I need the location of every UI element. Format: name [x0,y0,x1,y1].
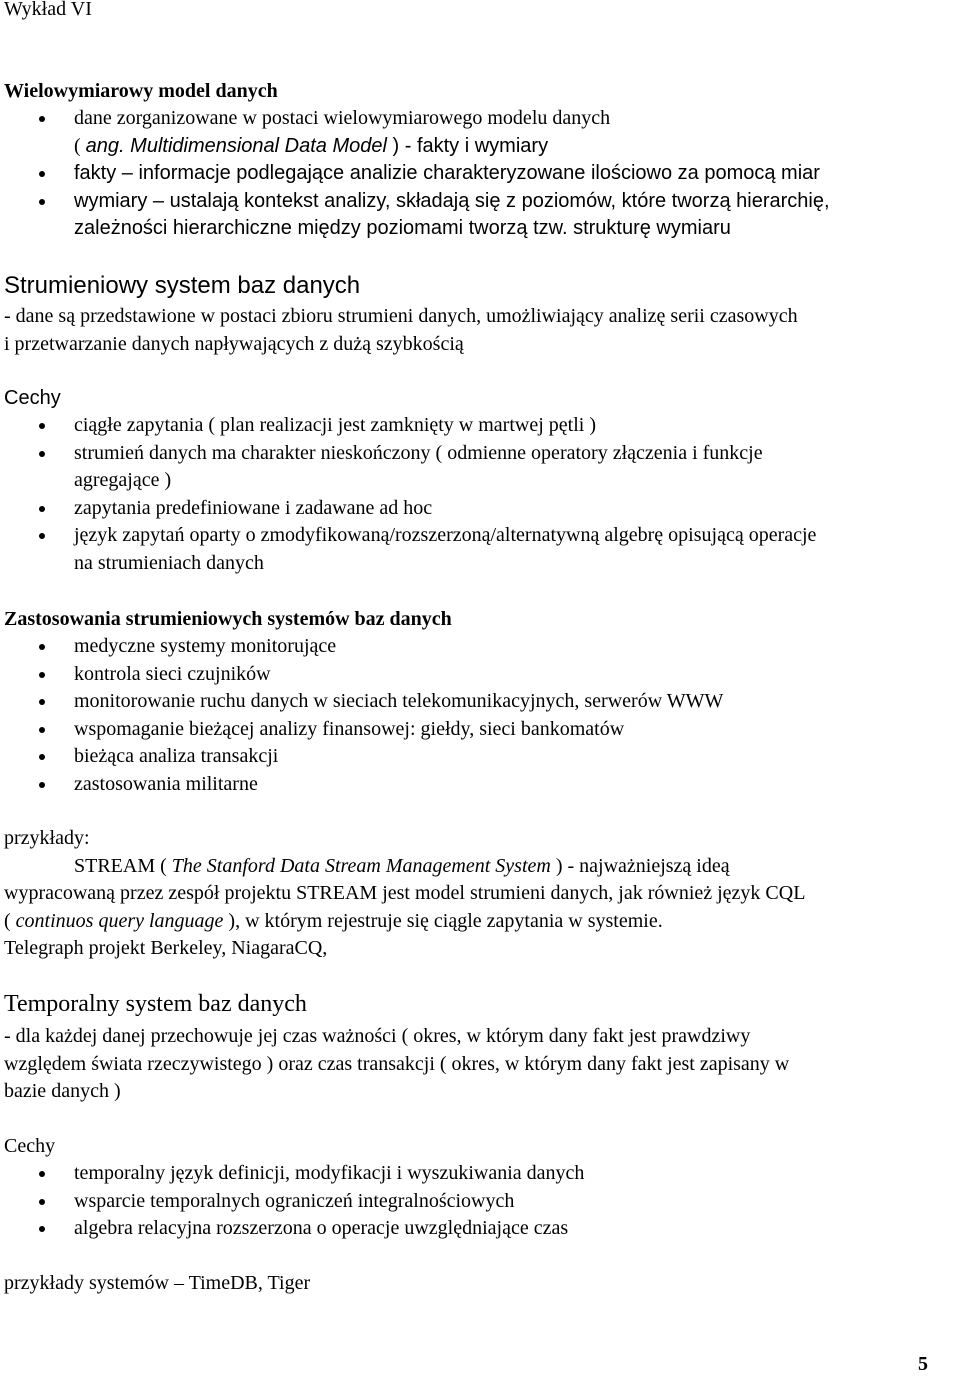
description-line: względem świata rzeczywistego ) oraz czas transakcji ( okres, w którym dany fakt jest zapisany w [4,1052,790,1075]
section-stream-applications [4,606,956,798]
examples-label: przykłady: [4,827,90,849]
list-item: bieżąca analiza transakcji [4,743,956,771]
bullet-icon [39,1226,45,1232]
examples-block [4,825,956,963]
bullet-icon [39,451,45,457]
section-multidimensional-model [4,78,956,243]
bullet-icon [39,1199,45,1205]
temporal-systems [4,1270,956,1298]
list-item: wsparcie temporalnych ograniczeń integralnościowych [4,1188,956,1216]
bullet-list [4,412,956,577]
list-item: medyczne systemy monitorujące [4,633,956,661]
bullet-list [4,633,956,798]
list-item: zastosowania militarne [4,771,956,799]
bullet-list [4,105,956,243]
stream-features [4,412,956,577]
list-item: strumień danych ma charakter nieskończony ( odmienne operatory złączenia i funkcje agregające ) [4,440,956,495]
list-item: dane zorganizowane w postaci wielowymiarowego modelu danych [4,105,956,133]
bullet-list [4,1160,956,1243]
features-heading [4,385,956,412]
features-title: Cechy [4,387,61,409]
list-item: kontrola sieci czujników [4,661,956,689]
bullet-icon [39,1171,45,1177]
list-item: temporalny język definicji, modyfikacji i wyszukiwania danych [4,1160,956,1188]
bullet-icon [39,754,45,760]
list-item: ciągłe zapytania ( plan realizacji jest zamknięty w martwej pętli ) [4,412,956,440]
list-item: wymiary – ustalają kontekst analizy, składają się z poziomów, które tworzą hierarchię, zależności hierarchiczne między poziomami tworzą tzw. strukturę wymiaru [4,188,956,243]
list-item: ( ang. Multidimensional Data Model ) - fakty i wymiary [74,134,549,157]
temporal-features [4,1133,956,1243]
bullet-icon [39,199,45,205]
list-item: zapytania predefiniowane i zadawane ad hoc [4,495,956,523]
bullet-icon [39,533,45,539]
description-line: - dla każdej danej przechowuje jej czas ważności ( okres, w którym dany fakt jest prawdziwy [4,1025,751,1047]
systems-examples: przykłady systemów – TimeDB, Tiger [4,1272,311,1294]
list-item: algebra relacyjna rozszerzona o operacje uwzględniające czas [4,1215,956,1243]
examples-line: wypracowaną przez zespół projektu STREAM jest model strumieni danych, jak również język CQL [4,882,806,904]
section-stream-db [4,271,956,301]
examples-line: ( continuos query language ), w którym rejestruje się ciągle zapytania w systemie. [4,909,663,932]
section-title: Wielowymiarowy model danych [4,80,278,102]
examples-line: Telegraph projekt Berkeley, NiagaraCQ, [4,937,328,959]
section-stream-db-desc [4,303,956,358]
section-temporal-db [4,989,956,1019]
bullet-icon [39,116,45,122]
page-number: 5 [918,1353,928,1375]
section-title: Strumieniowy system baz danych [4,272,361,299]
lecture-header: Wykład VI [4,0,92,20]
section-temporal-db-desc [4,1023,956,1106]
list-item: język zapytań oparty o zmodyfikowaną/rozszerzoną/alternatywną algebrę opisującą operacje na strumieniach danych [4,522,956,577]
bullet-icon [39,423,45,429]
description-line: i przetwarzanie danych napływających z dużą szybkością [4,332,464,355]
list-item: monitorowanie ruchu danych w sieciach telekomunikacyjnych, serwerów WWW [4,688,956,716]
bullet-icon [39,782,45,788]
section-title: Zastosowania strumieniowych systemów baz danych [4,608,452,630]
bullet-icon [39,644,45,650]
bullet-icon [39,171,45,177]
bullet-icon [39,699,45,705]
section-title: Temporalny system baz danych [4,991,307,1017]
description-line: - dane są przedstawione w postaci zbioru strumieni danych, umożliwiający analizę serii czasowych [4,305,798,327]
description-line: bazie danych ) [4,1080,121,1102]
bullet-icon [39,727,45,733]
bullet-icon [39,506,45,512]
examples-line: STREAM ( The Stanford Data Stream Management System ) - najważniejszą ideą [74,854,730,877]
bullet-icon [39,672,45,678]
list-item: wspomaganie bieżącej analizy finansowej: giełdy, sieci bankomatów [4,716,956,744]
features-title: Cechy [4,1135,56,1157]
list-item: fakty – informacje podlegające analizie charakteryzowane ilościowo za pomocą miar [4,160,956,188]
